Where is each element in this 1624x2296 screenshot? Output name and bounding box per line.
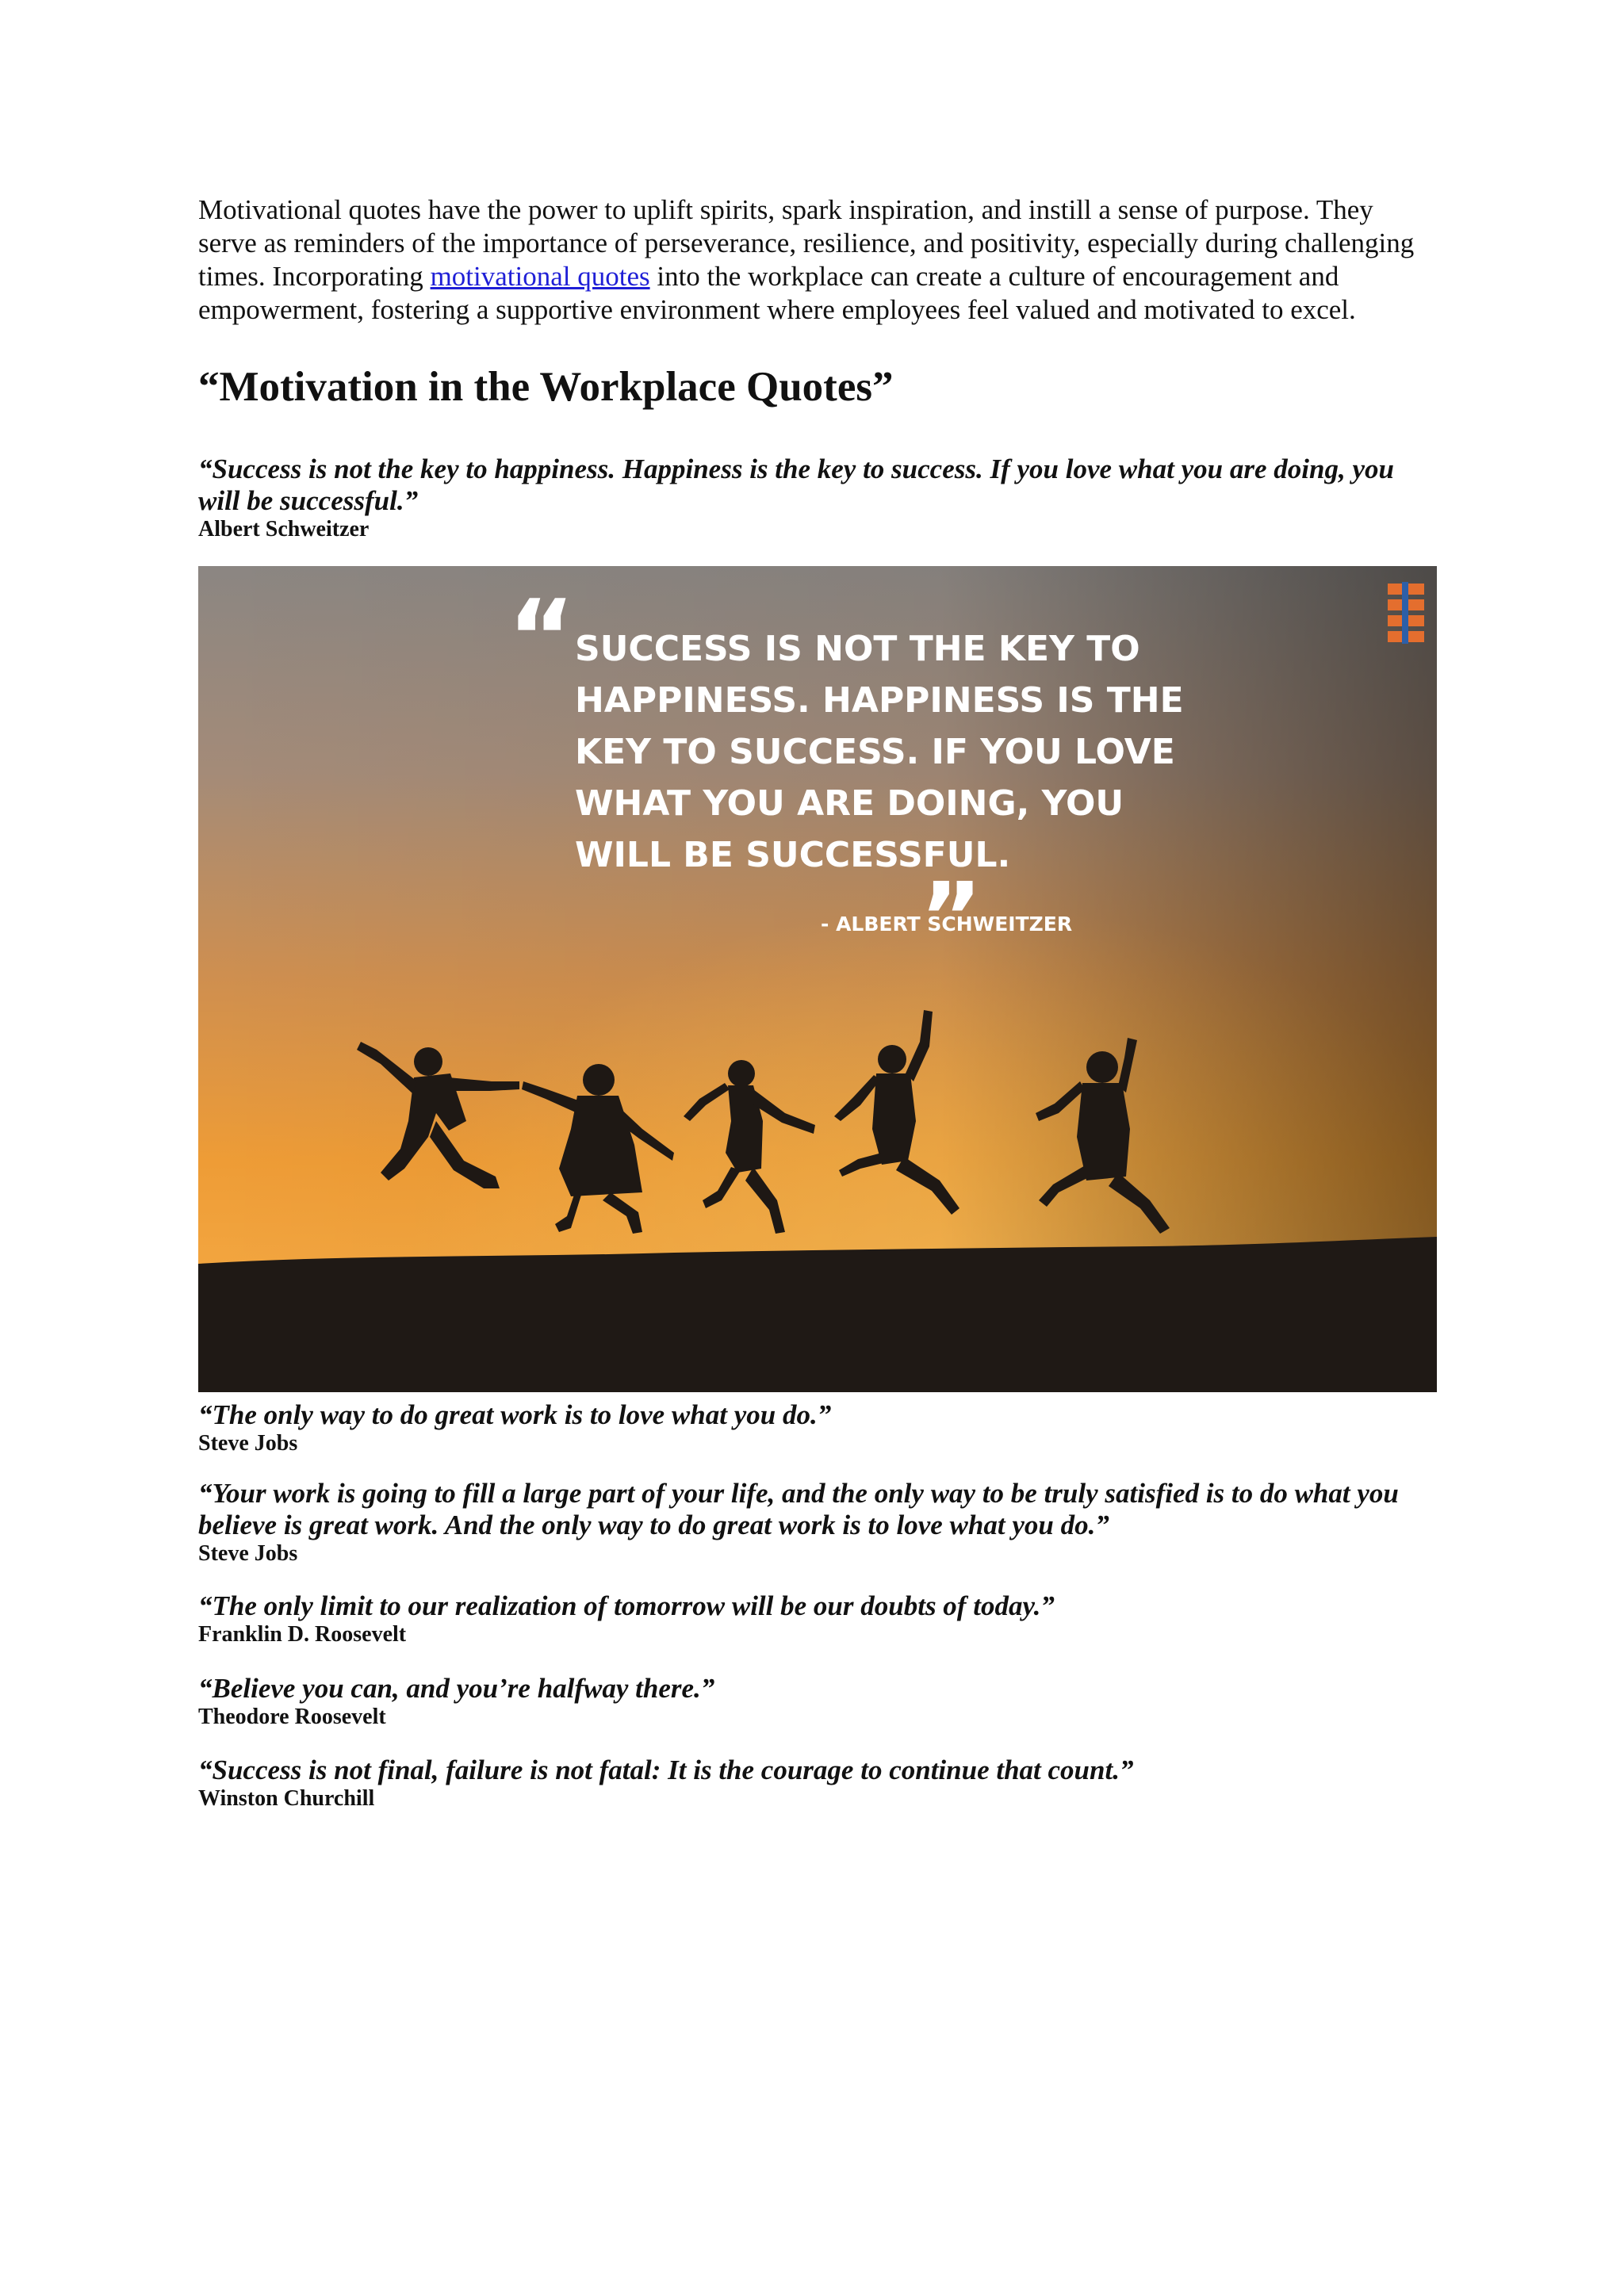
quote-item bbox=[198, 1590, 1435, 1647]
image-quote-line: HAPPINESS. HAPPINESS IS THE bbox=[575, 680, 1184, 721]
intro-paragraph bbox=[198, 193, 1435, 327]
quote-item bbox=[198, 1478, 1435, 1567]
section-heading: “Motivation in the Workplace Quotes” bbox=[198, 364, 894, 410]
quote-text: “Believe you can, and you’re halfway there.” bbox=[198, 1673, 715, 1704]
open-quote-icon: “ bbox=[508, 577, 576, 698]
quote-item bbox=[198, 1755, 1435, 1812]
quote-text: “Success is not final, failure is not fatal: It is the courage to continue that count.” bbox=[198, 1755, 1134, 1785]
quote-item bbox=[198, 1673, 1435, 1730]
quote-author: Theodore Roosevelt bbox=[198, 1705, 386, 1729]
intro-text-end: into the workplace can create a culture of encouragement and empowerment, fostering a supportive environment where employees feel valued and motivated to excel. bbox=[198, 261, 1356, 325]
close-quote-icon: ” bbox=[920, 863, 982, 974]
quote-text: “Your work is going to fill a large part of your life, and the only way to be truly satisfied is to do what you believe is great work. And the only way to do great work is to love what you do.” bbox=[198, 1478, 1399, 1540]
quote-author: Steve Jobs bbox=[198, 1431, 298, 1456]
quote-author: Albert Schweitzer bbox=[198, 517, 370, 541]
quote-text: “The only way to do great work is to love what you do.” bbox=[198, 1399, 832, 1430]
quote-author: Franklin D. Roosevelt bbox=[198, 1622, 407, 1647]
quote-text: “The only limit to our realization of tomorrow will be our doubts of today.” bbox=[198, 1590, 1055, 1621]
intro-text-start: Motivational quotes have the power to uplift spirits, spark inspiration, and instill a sense of purpose. They serve as reminders of the importance of perseverance, resilience, and positivity, especially during challenging times. Incorporating bbox=[198, 194, 1415, 292]
quote-item bbox=[198, 1399, 1435, 1456]
image-quote-line: WHAT YOU ARE DOING, YOU bbox=[575, 783, 1124, 824]
quote-item bbox=[198, 453, 1435, 542]
quote-image-graphic bbox=[198, 566, 1437, 1392]
image-quote-line: SUCCESS IS NOT THE KEY TO bbox=[575, 629, 1140, 669]
quote-author: Winston Churchill bbox=[198, 1786, 375, 1811]
quote-text: “Success is not the key to happiness. Happiness is the key to success. If you love what you are doing, you will be successful.” bbox=[198, 453, 1394, 516]
ground-silhouette bbox=[198, 1237, 1437, 1392]
image-quote-line: KEY TO SUCCESS. IF YOU LOVE bbox=[575, 732, 1175, 772]
motivational-quotes-link[interactable]: motivational quotes bbox=[430, 261, 650, 292]
quote-image bbox=[198, 566, 1437, 1392]
image-author: - ALBERT SCHWEITZER bbox=[821, 913, 1073, 936]
quote-author: Steve Jobs bbox=[198, 1541, 298, 1566]
image-quote-line: WILL BE SUCCESSFUL. bbox=[575, 835, 1011, 875]
